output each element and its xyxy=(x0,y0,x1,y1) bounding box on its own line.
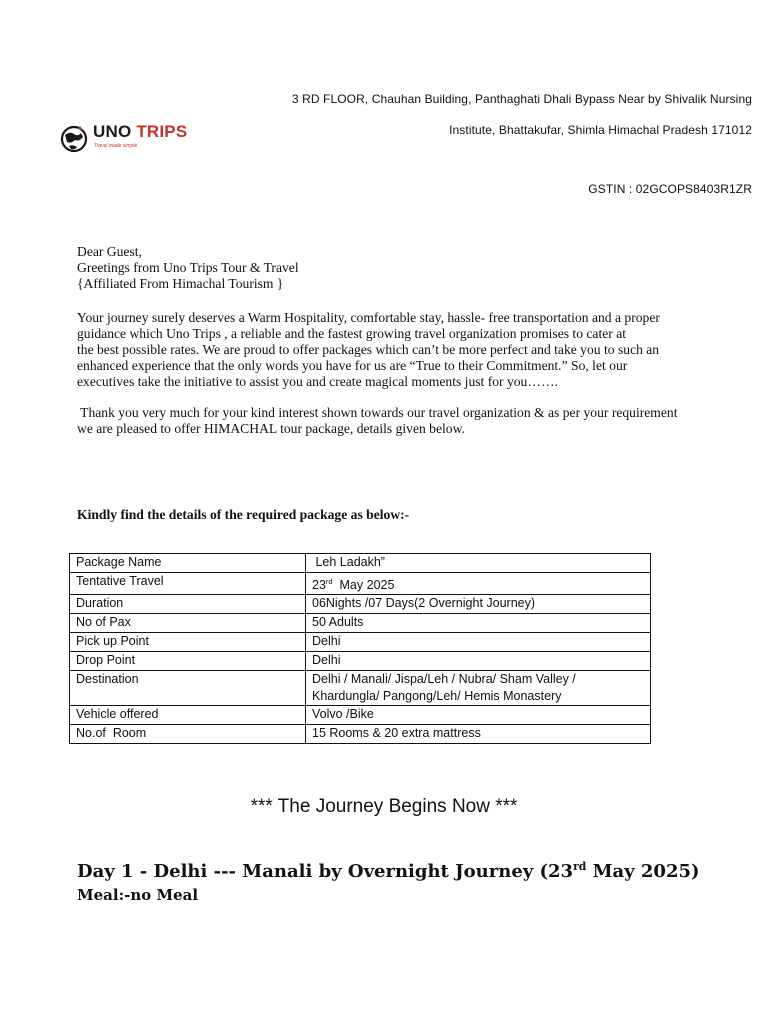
day1-heading xyxy=(77,860,700,882)
row-value: 50 Adults xyxy=(306,614,651,633)
row-label: Package Name xyxy=(70,554,306,573)
row-label: Destination xyxy=(70,671,306,706)
row-label: No of Pax xyxy=(70,614,306,633)
row-label: Drop Point xyxy=(70,652,306,671)
row-label: Pick up Point xyxy=(70,633,306,652)
brand-name xyxy=(93,122,187,142)
paragraph-line: executives take the initiative to assist you and create magical moments just for you……. xyxy=(77,374,558,389)
row-value: 15 Rooms & 20 extra mattress xyxy=(306,725,651,744)
table-row xyxy=(70,671,651,706)
company-address-line1: 3 RD FLOOR, Chauhan Building, Panthaghati Dhali Bypass Near by Shivalik Nursing xyxy=(291,92,752,106)
row-value: Volvo /Bike xyxy=(306,706,651,725)
row-label: Vehicle offered xyxy=(70,706,306,725)
paragraph-line: enhanced experience that the only words you have for us are “True to their Commitment.” So, let our xyxy=(77,358,628,373)
row-label: No.of Room xyxy=(70,725,306,744)
day1-meal: Meal:-no Meal xyxy=(77,886,199,904)
journey-banner: *** The Journey Begins Now *** xyxy=(250,796,518,817)
package-details-table xyxy=(69,553,651,744)
table-row xyxy=(70,614,651,633)
paragraph-line: Your journey surely deserves a Warm Hospitality, comfortable stay, hassle- free transportation and a proper xyxy=(77,310,660,325)
salutation: Dear Guest, xyxy=(77,244,142,259)
package-intro-heading: Kindly find the details of the required package as below:- xyxy=(77,507,410,522)
date-ordinal: rd xyxy=(325,577,333,586)
thanks-paragraph xyxy=(77,405,757,437)
table-row xyxy=(70,633,651,652)
paragraph-line: the best possible rates. We are proud to offer packages which can’t be more perfect and take you to such an xyxy=(77,342,660,357)
letter-greeting-block xyxy=(77,244,757,292)
affiliation-line: {Affiliated From Himachal Tourism } xyxy=(77,276,284,291)
row-label: Tentative Travel xyxy=(70,573,306,595)
company-address-line2: Institute, Bhattakufar, Shimla Himachal Pradesh 171012 xyxy=(449,123,752,137)
day1-heading-text: Day 1 - Delhi --- Manali by Overnight Journey (23 xyxy=(77,861,574,882)
table-row xyxy=(70,706,651,725)
greeting-line: Greetings from Uno Trips Tour & Travel xyxy=(77,260,299,275)
date-rest: May 2025 xyxy=(332,578,395,593)
row-value: Delhi / Manali/ Jispa/Leh / Nubra/ Sham Valley / Khardungla/ Pangong/Leh/ Hemis Monastery xyxy=(306,671,651,706)
paragraph-line: we are pleased to offer HIMACHAL tour package, details given below. xyxy=(77,421,465,436)
day1-heading-date: May 2025) xyxy=(586,861,700,882)
paragraph-line: Thank you very much for your kind interest shown towards our travel organization & as per your requirement xyxy=(77,405,678,420)
table-row xyxy=(70,595,651,614)
gstin-number: GSTIN : 02GCOPS8403R1ZR xyxy=(588,182,752,196)
intro-paragraph xyxy=(77,310,757,390)
brand-tagline: Travel made simple xyxy=(94,143,138,149)
table-row xyxy=(70,652,651,671)
row-label: Duration xyxy=(70,595,306,614)
row-value xyxy=(306,573,651,595)
row-value: Leh Ladakh” xyxy=(306,554,651,573)
table-row xyxy=(70,725,651,744)
table-row xyxy=(70,554,651,573)
row-value: Delhi xyxy=(306,633,651,652)
brand-name-trips: TRIPS xyxy=(136,122,188,141)
day1-heading-suffix: rd xyxy=(573,860,587,873)
table-row xyxy=(70,573,651,595)
row-value: 06Nights /07 Days(2 Overnight Journey) xyxy=(306,595,651,614)
paragraph-line: guidance which Uno Trips , a reliable and the fastest growing travel organization promises to cater at xyxy=(77,326,627,341)
date-day: 23 xyxy=(312,578,326,593)
brand-name-uno: UNO xyxy=(93,122,132,141)
company-logo xyxy=(60,122,210,158)
globe-icon xyxy=(60,122,90,154)
row-value: Delhi xyxy=(306,652,651,671)
